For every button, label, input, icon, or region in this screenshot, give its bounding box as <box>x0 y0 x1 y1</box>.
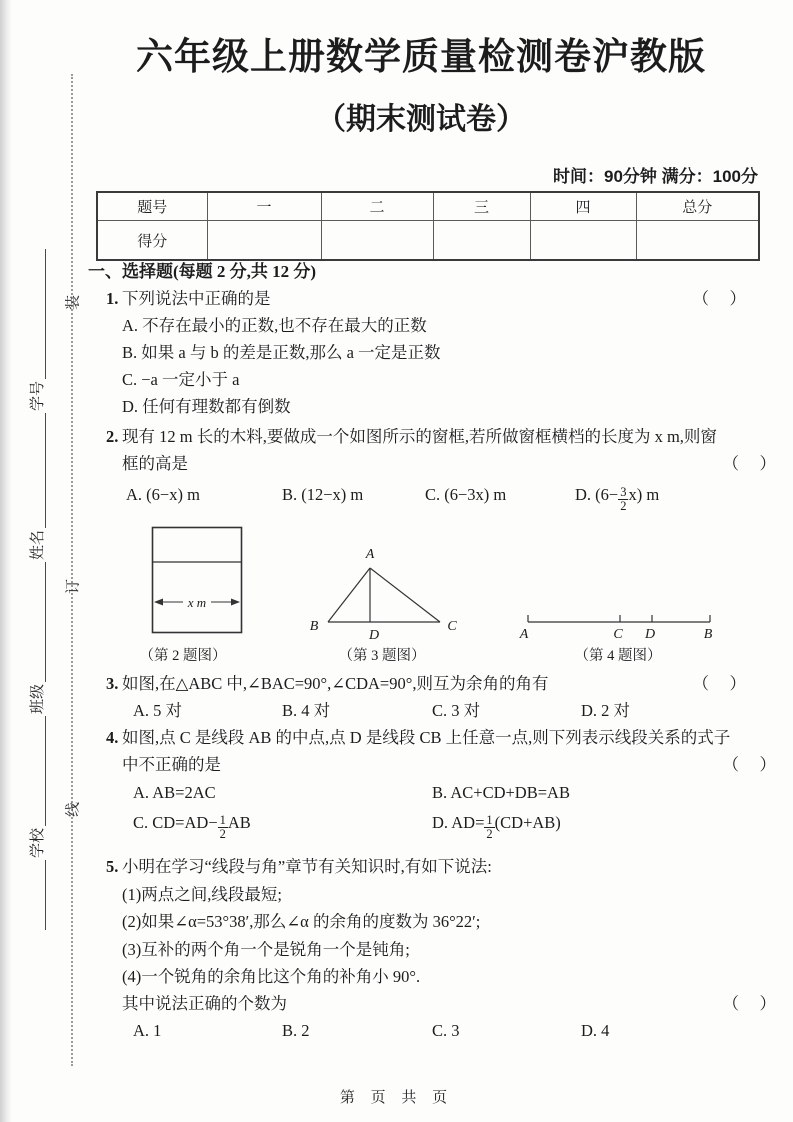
question-text: 中不正确的是 <box>122 755 221 774</box>
score-label-cell: 得分 <box>97 221 207 261</box>
q4-option-a: A. AB=2AC <box>133 783 216 802</box>
point-label-d: D <box>644 627 656 642</box>
q5-option-c: C. 3 <box>432 1021 460 1040</box>
q5-option-a: A. 1 <box>133 1021 162 1040</box>
page-footer: 第 页 共 页 <box>339 1090 454 1106</box>
question-4 <box>92 727 750 749</box>
question-5 <box>92 856 750 878</box>
q5-statement-1: (1)两点之间,线段最短; <box>122 885 282 904</box>
point-label-b: B <box>703 627 713 642</box>
question-1 <box>92 288 750 310</box>
blank-line <box>42 860 46 930</box>
fraction <box>218 814 228 841</box>
fraction-numerator: 1 <box>486 813 493 827</box>
field-label-student-number: 学号 <box>30 380 46 411</box>
score-empty-cell <box>207 221 321 261</box>
q5-statement-3: (3)互补的两个角一个是锐角一个是钝角; <box>122 940 410 959</box>
q2-option-b: B. (12−x) m <box>282 485 364 504</box>
figure-q4-caption: （第 4 题图） <box>574 648 662 664</box>
question-2 <box>92 426 750 448</box>
time-score-meta: 时间：90分钟 满分：100分 <box>553 167 758 186</box>
page-subtitle: （期末测试卷） <box>316 103 526 136</box>
score-empty-cell <box>636 221 759 261</box>
question-3 <box>92 673 750 695</box>
q5-statement-2: (2)如果∠α=53°38′,那么∠α 的余角的度数为 36°22′; <box>122 912 481 931</box>
point-label-c: C <box>613 627 623 642</box>
q5-statement-5 <box>92 993 780 1015</box>
question-text: 如图,在△ABC 中,∠BAC=90°,∠CDA=90°,则互为余角的角有 <box>122 674 549 693</box>
fraction <box>484 814 494 841</box>
point-label-a: A <box>519 627 529 642</box>
dimension-label: x m <box>187 595 207 610</box>
answer-bracket: （ ） <box>692 674 748 693</box>
score-table-header-row <box>97 192 759 221</box>
score-empty-cell <box>321 221 433 261</box>
binding-char-ding: 订 <box>65 579 82 595</box>
page-title: 六年级上册数学质量检测卷沪教版 <box>136 36 706 77</box>
option-text: (CD+AB) <box>494 813 561 832</box>
fraction-denominator: 2 <box>620 499 627 513</box>
question-number: 4. <box>106 728 119 747</box>
figure-q4-segment <box>516 606 716 648</box>
q5-option-b: B. 2 <box>282 1021 310 1040</box>
vertex-label-b: B <box>309 619 319 634</box>
answer-bracket: （ ） <box>722 994 778 1013</box>
fraction-denominator: 2 <box>486 827 493 841</box>
q2-option-a: A. (6−x) m <box>126 485 200 504</box>
question-text: 如图,点 C 是线段 AB 的中点,点 D 是线段 CB 上任意一点,则下列表示线段关系的式子 <box>122 728 731 747</box>
fraction <box>618 486 628 513</box>
question-text: 现有 12 m 长的木料,要做成一个如图所示的窗框,若所做窗框横档的长度为 x m,则窗 <box>122 427 717 446</box>
field-label-name: 姓名 <box>30 529 46 560</box>
figure-q3-triangle <box>296 544 471 644</box>
score-header-cell: 总分 <box>636 192 759 221</box>
question-number: 1. <box>106 289 119 308</box>
score-empty-cell <box>433 221 530 261</box>
figure-q2-caption: （第 2 题图） <box>139 648 227 664</box>
option-text: x) m <box>628 485 660 504</box>
q3-option-b: B. 4 对 <box>282 701 331 720</box>
q2-option-d <box>575 484 659 513</box>
blank-line <box>42 562 46 682</box>
option-text: C. CD=AD− <box>133 813 218 832</box>
option-text: D. (6− <box>575 485 619 504</box>
binding-dotted-line <box>71 74 73 1066</box>
q2-option-c: C. (6−3x) m <box>425 485 507 504</box>
score-header-cell: 二 <box>321 192 433 221</box>
field-label-school: 学校 <box>30 827 46 858</box>
q1-option-c: C. −a 一定小于 a <box>122 370 240 389</box>
score-empty-cell <box>530 221 636 261</box>
question-number: 2. <box>106 427 119 446</box>
question-text: 小明在学习“线段与角”章节有关知识时,有如下说法: <box>122 857 492 876</box>
q1-option-d: D. 任何有理数都有倒数 <box>122 397 291 416</box>
fraction-numerator: 3 <box>620 485 627 499</box>
q1-option-b: B. 如果 a 与 b 的差是正数,那么 a 一定是正数 <box>122 343 441 362</box>
score-header-cell: 三 <box>433 192 530 221</box>
blank-line <box>42 716 46 826</box>
question-number: 3. <box>106 674 119 693</box>
field-label-class: 班级 <box>30 683 46 714</box>
scan-edge-shadow <box>0 0 12 1122</box>
question-4-line2 <box>92 754 780 776</box>
answer-bracket: （ ） <box>692 289 748 308</box>
figure-q3-caption: （第 3 题图） <box>338 648 426 664</box>
question-number: 5. <box>106 857 119 876</box>
question-2-line2 <box>92 453 780 475</box>
answer-bracket: （ ） <box>722 454 778 473</box>
score-table-body-row <box>97 221 759 261</box>
binding-char-zhuang: 装 <box>65 295 82 311</box>
score-table <box>96 191 760 261</box>
vertex-label-c: C <box>447 619 457 634</box>
vertex-label-d: D <box>368 628 380 643</box>
q3-option-c: C. 3 对 <box>432 701 481 720</box>
option-text: D. AD= <box>432 813 485 832</box>
binding-char-xian: 线 <box>65 802 82 818</box>
q4-option-d <box>432 812 561 841</box>
vertex-label-a: A <box>365 547 375 562</box>
score-header-cell: 四 <box>530 192 636 221</box>
q3-option-d: D. 2 对 <box>581 701 631 720</box>
question-text: 框的高是 <box>122 454 188 473</box>
q3-option-a: A. 5 对 <box>133 701 183 720</box>
section-title: 一、选择题(每题 2 分,共 12 分) <box>88 262 317 281</box>
fraction-denominator: 2 <box>219 827 226 841</box>
score-header-cell: 题号 <box>97 192 207 221</box>
blank-line <box>42 413 46 528</box>
option-text: AB <box>227 813 251 832</box>
answer-bracket: （ ） <box>722 755 778 774</box>
q4-option-c <box>133 812 251 841</box>
q4-option-b: B. AC+CD+DB=AB <box>432 783 570 802</box>
q5-statement-4: (4)一个锐角的余角比这个角的补角小 90°. <box>122 967 421 986</box>
figure-q2-window-frame <box>151 526 243 634</box>
q1-option-a: A. 不存在最小的正数,也不存在最大的正数 <box>122 316 427 335</box>
fraction-numerator: 1 <box>219 813 226 827</box>
question-text: 其中说法正确的个数为 <box>122 994 287 1013</box>
question-text: 下列说法中正确的是 <box>122 289 271 308</box>
blank-line <box>42 249 46 379</box>
score-header-cell: 一 <box>207 192 321 221</box>
student-info-fields <box>26 240 46 930</box>
q5-option-d: D. 4 <box>581 1021 610 1040</box>
